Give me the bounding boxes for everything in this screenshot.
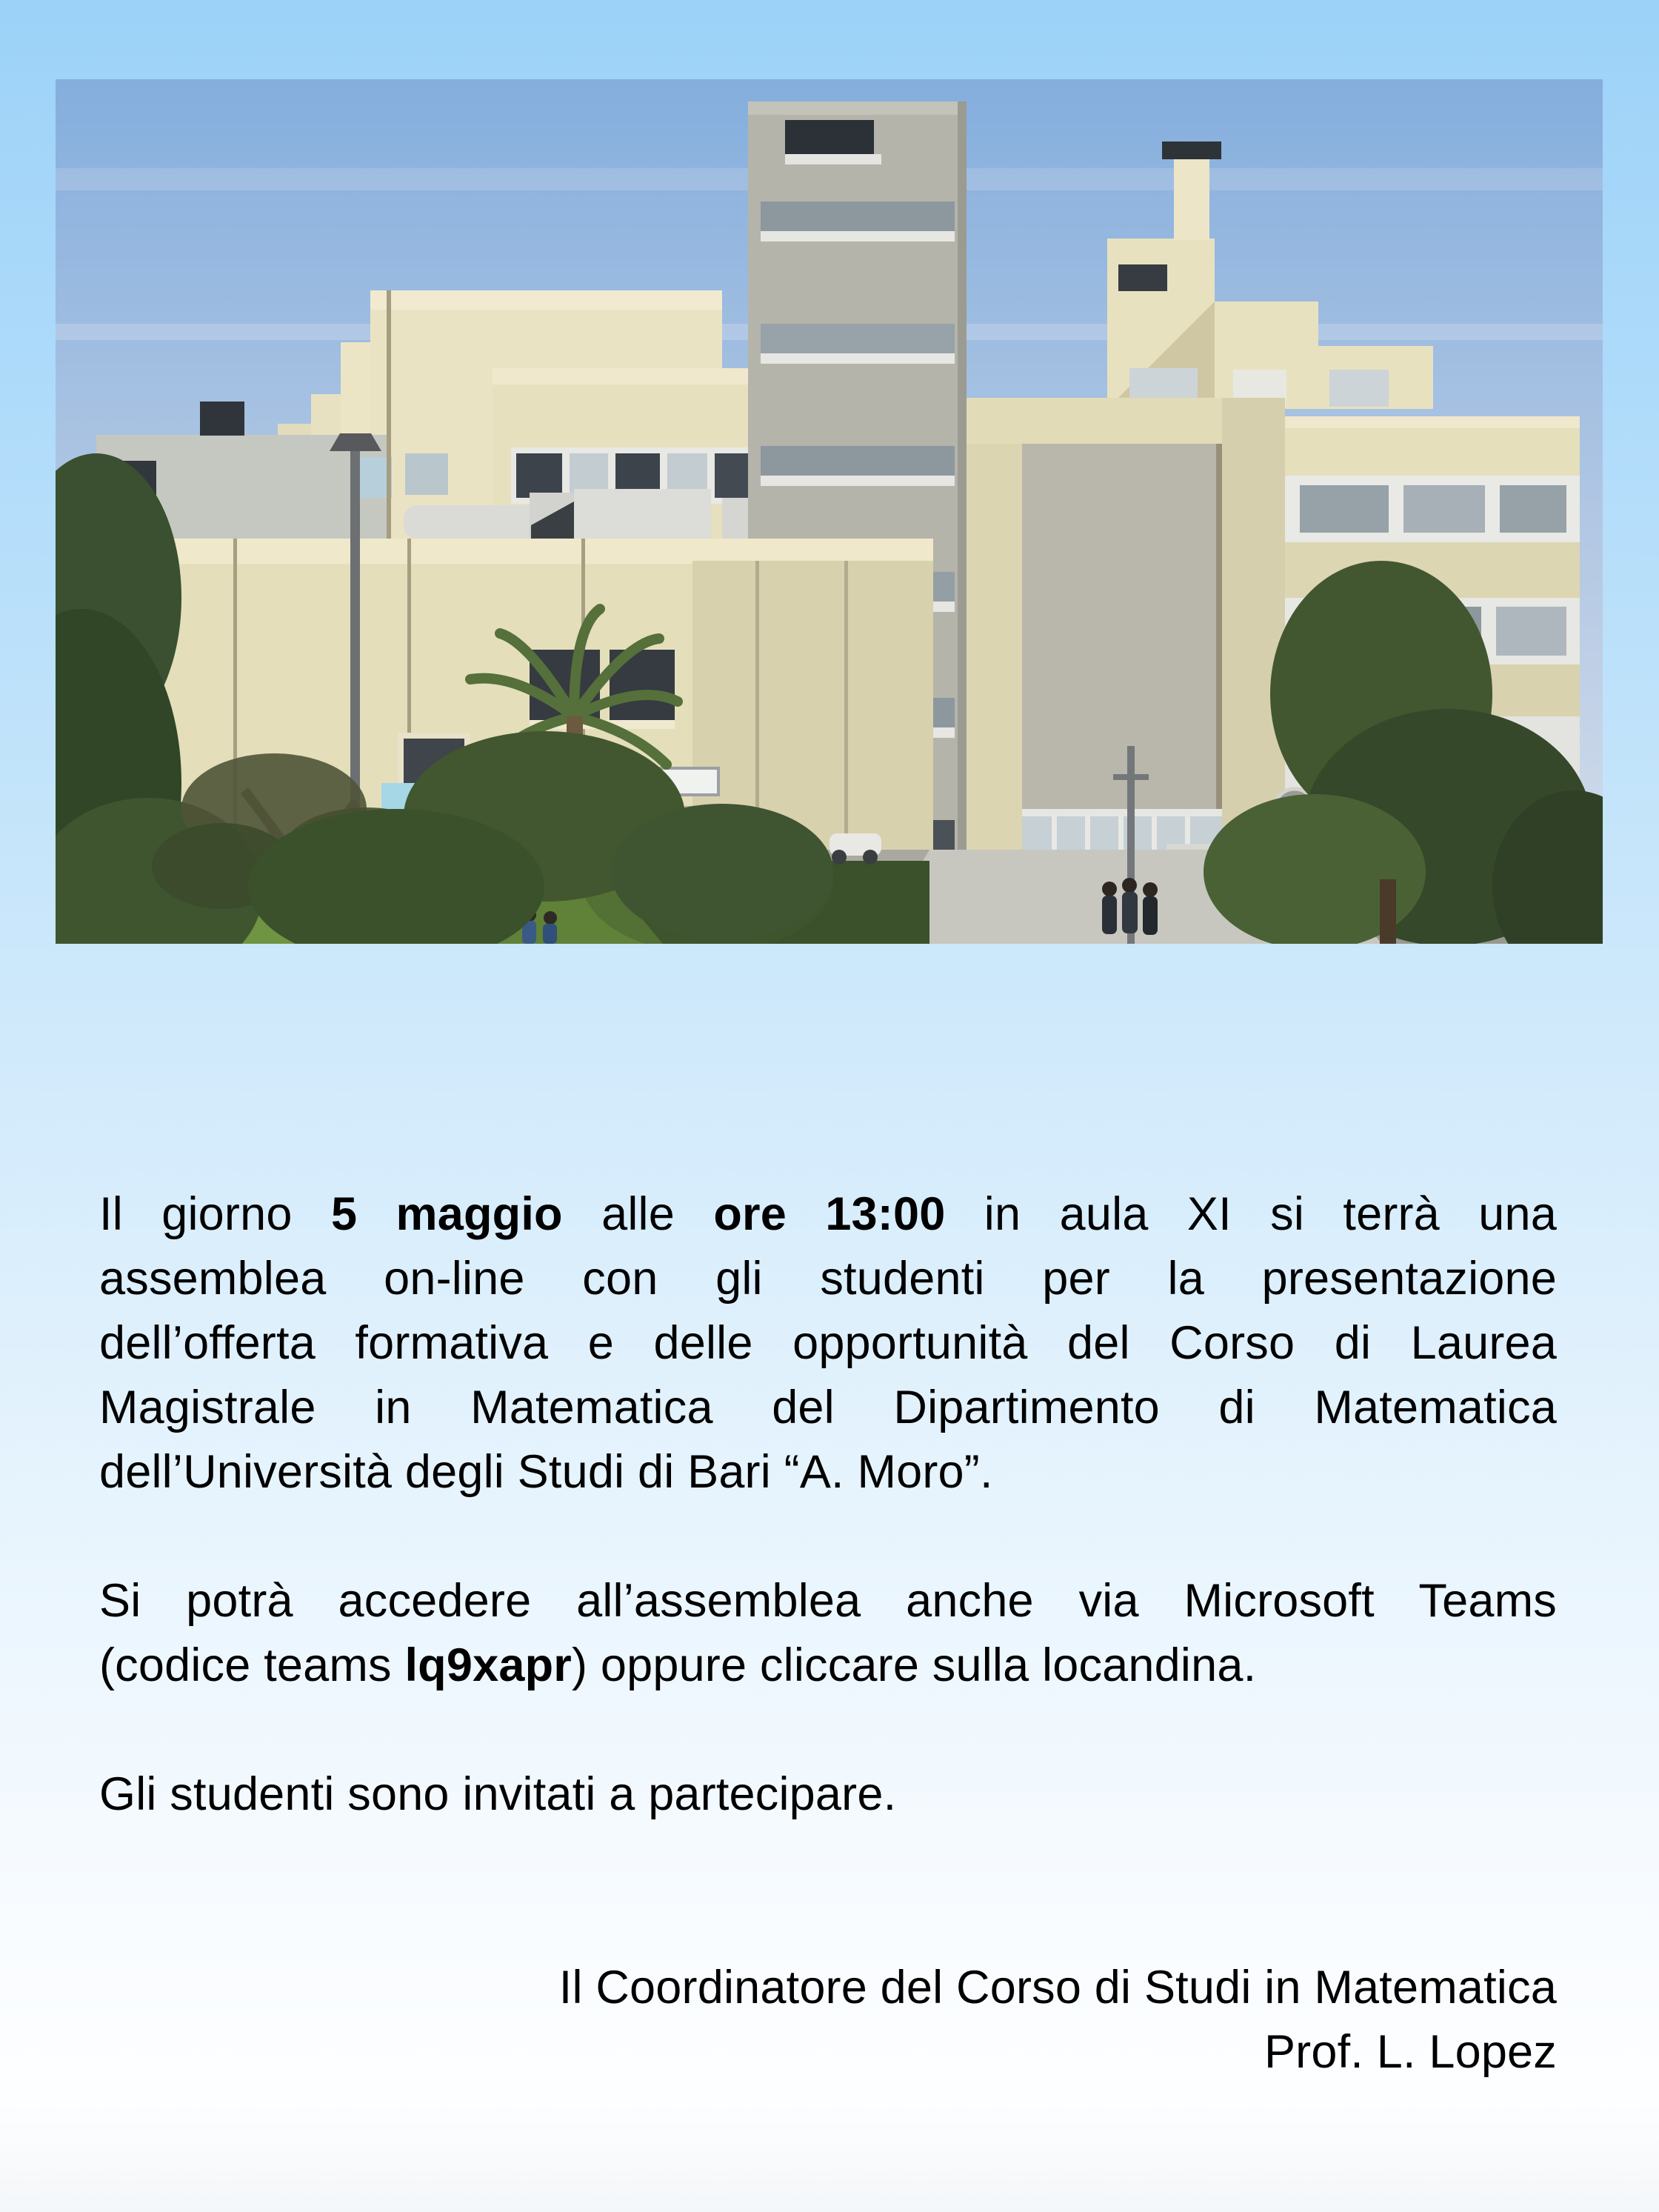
text-segment: alle xyxy=(562,1188,714,1240)
text-segment-bold-time: ore 13:00 xyxy=(713,1188,946,1240)
text-line xyxy=(99,1182,1557,1247)
paragraph-teams-access xyxy=(99,1569,1557,1698)
text-line xyxy=(99,1311,1557,1376)
text-line xyxy=(99,1247,1557,1311)
signature-name: Prof. L. Lopez xyxy=(1264,2026,1557,2078)
text-line xyxy=(99,1376,1557,1440)
building-photo-illustration xyxy=(56,79,1603,944)
paragraph-invitation xyxy=(99,1762,1557,1827)
locandina-building-photo[interactable] xyxy=(56,79,1603,944)
text-segment-bold-teams-code: lq9xapr xyxy=(404,1639,572,1691)
text-segment: Magistrale in Matematica del Dipartimento di Matematica xyxy=(99,1382,1557,1433)
signature-role: Il Coordinatore del Corso di Studi in Matematica xyxy=(558,1962,1557,2013)
text-segment: (codice teams xyxy=(99,1639,405,1691)
text-line xyxy=(99,1762,1557,1827)
text-segment: assemblea on-line con gli studenti per la presentazione xyxy=(99,1253,1557,1305)
text-segment: dell’offerta formativa e delle opportunità del Corso di Laurea xyxy=(99,1317,1557,1369)
text-segment: Gli studenti sono invitati a partecipare. xyxy=(99,1768,897,1820)
text-segment: dell’Università degli Studi di Bari “A. Moro”. xyxy=(99,1446,993,1498)
text-segment-bold-date: 5 maggio xyxy=(330,1188,563,1240)
announcement-text xyxy=(99,1182,1557,2085)
signature-block xyxy=(99,1956,1557,2085)
text-segment: in aula XI si terrà una xyxy=(945,1188,1557,1240)
text-segment: ) oppure cliccare sulla locandina. xyxy=(571,1639,1257,1691)
text-line xyxy=(99,1633,1557,1698)
text-segment: Si potrà accedere all’assemblea anche via Microsoft Teams xyxy=(99,1575,1557,1627)
paragraph-assembly-info xyxy=(99,1182,1557,1505)
text-line xyxy=(99,1440,1557,1505)
text-line xyxy=(99,1569,1557,1633)
text-segment: Il giorno xyxy=(99,1188,331,1240)
